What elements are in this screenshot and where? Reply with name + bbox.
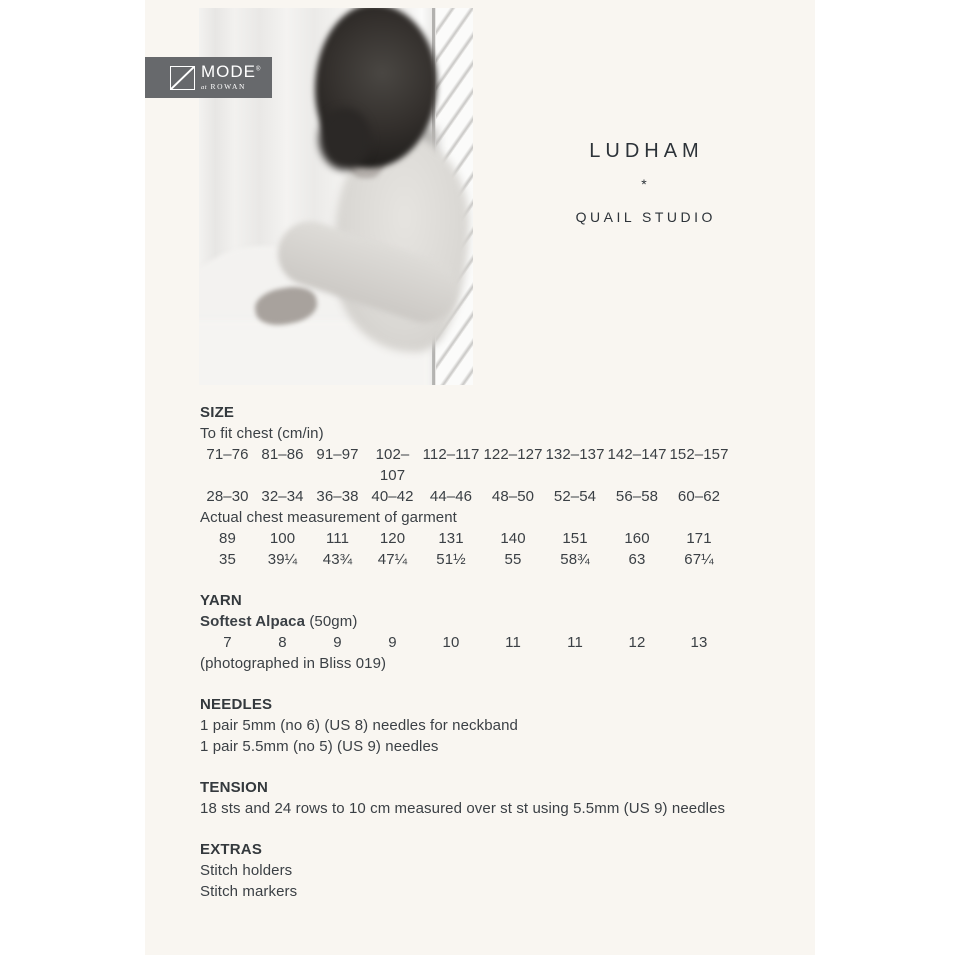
size-in-value: 40–42 bbox=[371, 488, 414, 505]
extras-heading: EXTRAS bbox=[200, 841, 263, 858]
actual-cm-value: 111 bbox=[325, 530, 350, 547]
actual-cm-value: 171 bbox=[686, 530, 712, 547]
actual-in-value: 51½ bbox=[436, 551, 466, 568]
actual-cm-value: 120 bbox=[379, 530, 406, 547]
yarn-note: (photographed in Bliss 019) bbox=[200, 655, 387, 672]
size-in-value: 32–34 bbox=[261, 488, 304, 505]
actual-in-value: 47¼ bbox=[377, 551, 408, 568]
extras-line: Stitch markers bbox=[200, 883, 298, 900]
size-cm-value: 102–107 bbox=[375, 446, 410, 484]
extras-line: Stitch holders bbox=[200, 862, 293, 879]
actual-cm-value: 89 bbox=[219, 530, 236, 547]
pattern-details bbox=[200, 402, 760, 922]
size-in-value: 28–30 bbox=[206, 488, 249, 505]
tension-line: 18 sts and 24 rows to 10 cm measured over st st using 5.5mm (US 9) needles bbox=[200, 800, 726, 817]
size-intro: To fit chest (cm/in) bbox=[200, 425, 324, 442]
tension-section bbox=[200, 777, 760, 819]
size-actual-label: Actual chest measurement of garment bbox=[200, 509, 457, 526]
mode-at-rowan-logo bbox=[145, 57, 272, 98]
actual-in-value: 35 bbox=[219, 551, 236, 568]
studio-name: QUAIL STUDIO bbox=[575, 209, 716, 225]
size-in-value: 44–46 bbox=[429, 488, 473, 505]
actual-in-value: 58¾ bbox=[560, 551, 590, 568]
asterisk-separator: * bbox=[641, 176, 647, 192]
actual-in-value: 55 bbox=[504, 551, 522, 568]
actual-cm-value: 151 bbox=[562, 530, 588, 547]
size-section bbox=[200, 402, 760, 570]
logo-trademark: ® bbox=[256, 66, 261, 73]
size-cm-value: 91–97 bbox=[316, 446, 359, 463]
actual-in-value: 67¼ bbox=[684, 551, 714, 568]
needles-line: 1 pair 5.5mm (no 5) (US 9) needles bbox=[200, 738, 439, 755]
size-actual-in-row bbox=[200, 549, 730, 570]
size-in-value: 48–50 bbox=[491, 488, 535, 505]
yarn-ball-count: 10 bbox=[442, 634, 460, 651]
size-cm-value: 122–127 bbox=[483, 446, 543, 463]
square-diagonal-icon bbox=[170, 66, 195, 90]
actual-in-value: 39¼ bbox=[267, 551, 298, 568]
size-cm-value: 142–147 bbox=[607, 446, 667, 463]
size-cm-value: 152–157 bbox=[669, 446, 729, 463]
size-actual-cm-row bbox=[200, 528, 730, 549]
square-diagonal-line bbox=[170, 66, 194, 89]
yarn-ball-count: 11 bbox=[505, 634, 521, 651]
yarn-name-line bbox=[200, 611, 760, 632]
yarn-ball-count: 9 bbox=[388, 634, 397, 651]
actual-cm-value: 140 bbox=[500, 530, 526, 547]
needles-heading: NEEDLES bbox=[200, 696, 273, 713]
logo-brand: MODE bbox=[201, 62, 256, 82]
actual-in-value: 43¾ bbox=[322, 551, 353, 568]
size-heading: SIZE bbox=[200, 404, 235, 421]
logo-text bbox=[201, 63, 260, 92]
needles-section bbox=[200, 694, 760, 757]
logo-sub-brand: ROWAN bbox=[210, 82, 247, 92]
yarn-ball-count: 9 bbox=[333, 634, 342, 651]
size-in-value: 56–58 bbox=[615, 488, 659, 505]
size-cm-value: 71–76 bbox=[206, 446, 249, 463]
yarn-ball-count: 12 bbox=[628, 634, 646, 651]
yarn-ball-count: 8 bbox=[278, 634, 287, 651]
size-in-value: 60–62 bbox=[677, 488, 721, 505]
yarn-ball-count: 13 bbox=[690, 634, 708, 651]
actual-cm-value: 160 bbox=[624, 530, 650, 547]
actual-cm-value: 100 bbox=[269, 530, 296, 547]
extras-section bbox=[200, 839, 760, 902]
size-cm-value: 132–137 bbox=[545, 446, 605, 463]
yarn-ball-count: 7 bbox=[223, 634, 232, 651]
size-to-fit-in-row bbox=[200, 486, 730, 507]
yarn-heading: YARN bbox=[200, 592, 242, 609]
pattern-title: LUDHAM bbox=[589, 140, 704, 162]
tension-heading: TENSION bbox=[200, 779, 269, 796]
needles-line: 1 pair 5mm (no 6) (US 8) needles for neckband bbox=[200, 717, 518, 734]
size-in-value: 52–54 bbox=[553, 488, 597, 505]
logo-sub-prefix: at bbox=[201, 84, 208, 92]
size-cm-value: 112–117 bbox=[422, 446, 480, 463]
yarn-name: Softest Alpaca bbox=[200, 613, 306, 630]
size-cm-value: 81–86 bbox=[261, 446, 304, 463]
actual-in-value: 63 bbox=[628, 551, 646, 568]
photo-hair-curl-shape bbox=[319, 108, 371, 170]
yarn-ball-count: 11 bbox=[567, 634, 583, 651]
size-in-value: 36–38 bbox=[316, 488, 359, 505]
actual-cm-value: 131 bbox=[438, 530, 464, 547]
yarn-weight: (50gm) bbox=[305, 613, 358, 630]
title-block bbox=[473, 140, 815, 225]
size-to-fit-cm-row bbox=[200, 444, 730, 486]
yarn-balls-row bbox=[200, 632, 730, 653]
yarn-section bbox=[200, 590, 760, 674]
pattern-page bbox=[145, 0, 815, 955]
